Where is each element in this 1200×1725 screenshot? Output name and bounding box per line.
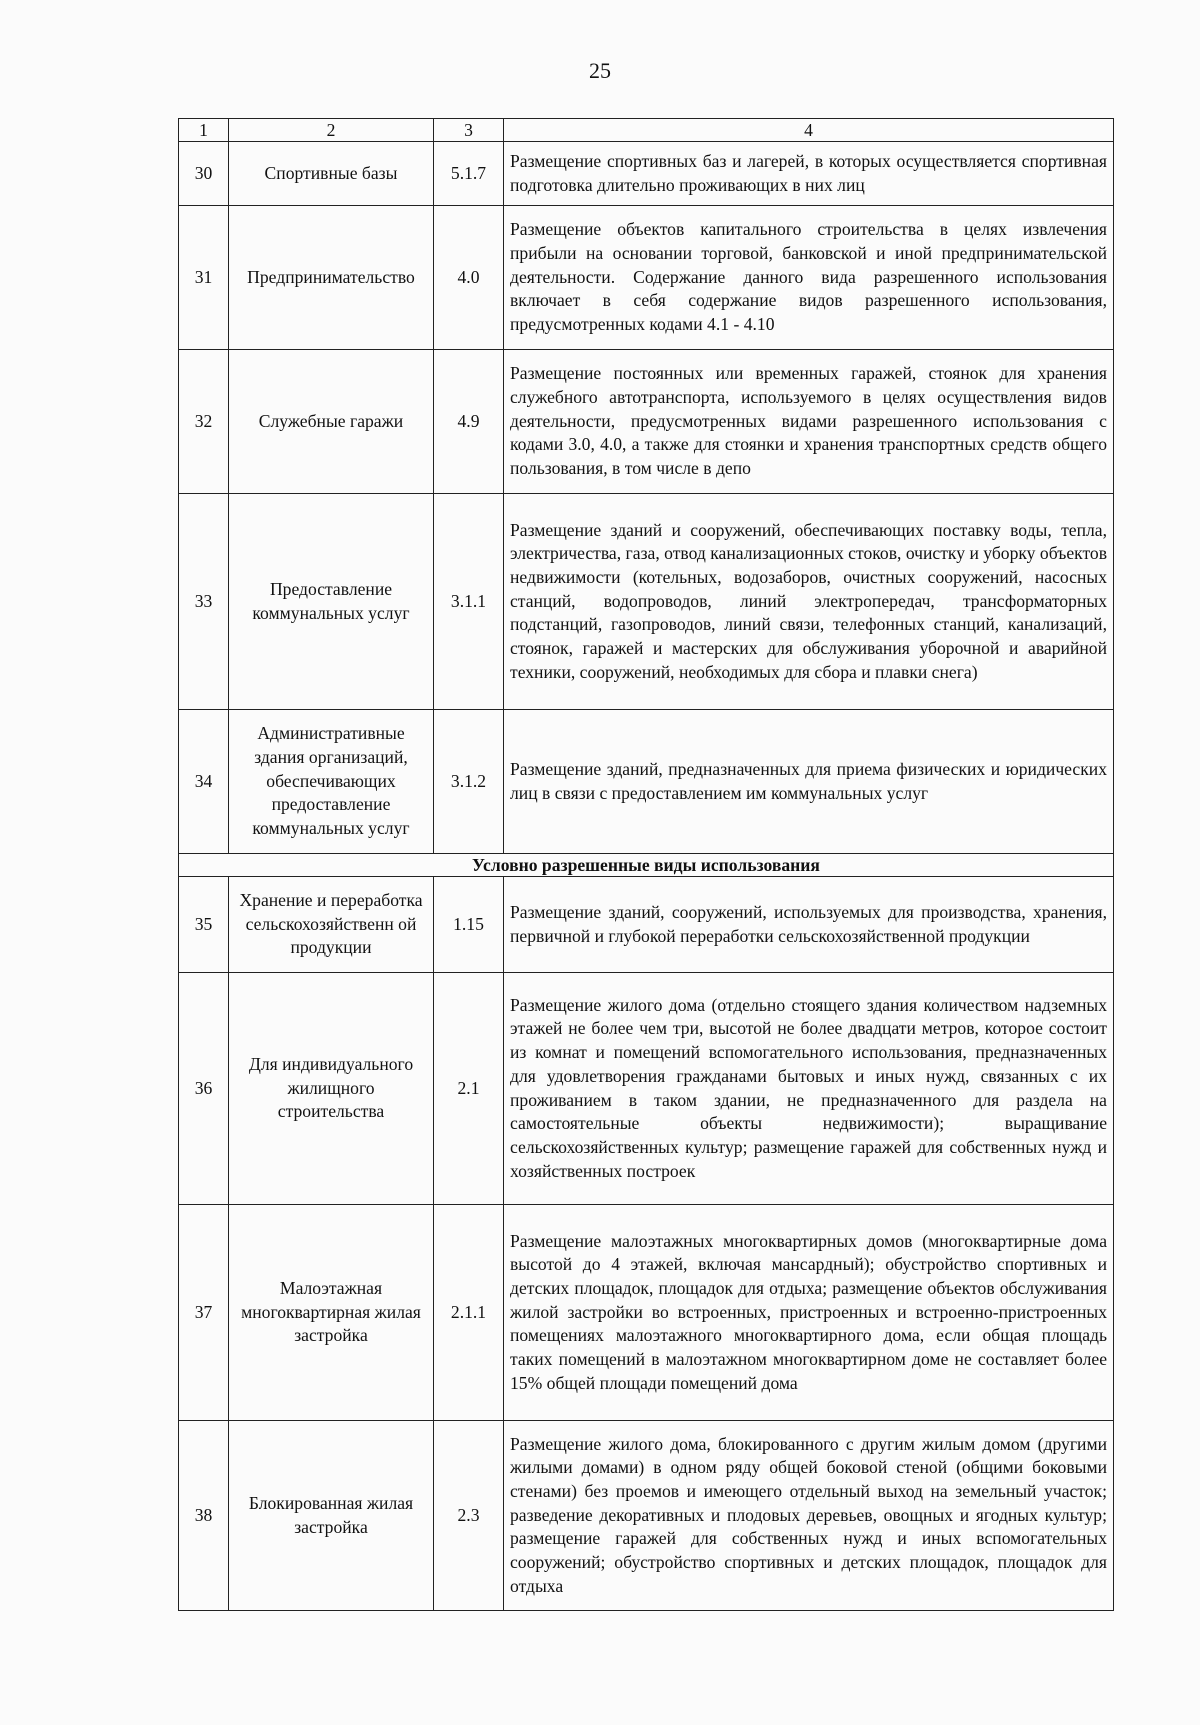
use-type-name: Служебные гаражи bbox=[229, 350, 434, 494]
use-type-description: Размещение жилого дома (отдельно стоящего здания количеством надземных этажей не более чем три, высотой не более двадцати метров, которое состоит из комнат и помещений вспомогательного использования, предназначенных для удовлетворения гражданами бытовых и иных нужд, связанных с их проживанием в таком здании, не предназначенного для раздела на самостоятельные объекты недвижимости); выращивание сельскохозяйственных культур; размещение гаражей для собственных нужд и хозяйственных построек bbox=[504, 973, 1114, 1205]
use-type-description: Размещение малоэтажных многоквартирных домов (многоквартирные дома высотой до 4 этажей, включая мансардный); обустройство спортивных и детских площадок, площадок для отдыха; размещение объектов обслуживания жилой застройки во встроенных, пристроенных и встроенно-пристроенных помещениях малоэтажного многоквартирного дома, если общая площадь таких помещений в малоэтажном многоквартирном доме не составляет более 15% общей площади помещений дома bbox=[504, 1205, 1114, 1421]
use-type-description: Размещение зданий, предназначенных для приема физических и юридических лиц в связи с предоставлением им коммунальных услуг bbox=[504, 710, 1114, 854]
table-row bbox=[179, 710, 1114, 854]
column-header-2: 2 bbox=[229, 119, 434, 142]
row-number: 34 bbox=[179, 710, 229, 854]
section-header-row bbox=[179, 854, 1114, 877]
table-row bbox=[179, 350, 1114, 494]
table-row bbox=[179, 142, 1114, 206]
use-type-code: 2.1.1 bbox=[434, 1205, 504, 1421]
use-type-description: Размещение объектов капитального строительства в целях извлечения прибыли на основании торговой, банковской и иной предпринимательской деятельности. Содержание данного вида разрешенного использования включает в себя содержание видов разрешенного использования, предусмотренных кодами 4.1 - 4.10 bbox=[504, 206, 1114, 350]
use-type-code: 4.0 bbox=[434, 206, 504, 350]
table-row bbox=[179, 1421, 1114, 1611]
use-type-code: 2.1 bbox=[434, 973, 504, 1205]
use-type-description: Размещение спортивных баз и лагерей, в которых осуществляется спортивная подготовка длительно проживающих в них лиц bbox=[504, 142, 1114, 206]
use-type-name: Административные здания организаций, обеспечивающих предоставление коммунальных услуг bbox=[229, 710, 434, 854]
land-use-table bbox=[178, 118, 1114, 1611]
use-type-description: Размещение зданий, сооружений, используемых для производства, хранения, первичной и глубокой переработки сельскохозяйственной продукции bbox=[504, 877, 1114, 973]
use-type-code: 3.1.2 bbox=[434, 710, 504, 854]
table-row bbox=[179, 1205, 1114, 1421]
use-type-description: Размещение жилого дома, блокированного с другим жилым домом (другими жилыми домами) в одном ряду общей боковой стеной (общими боковыми стенами) без проемов и имеющего отдельный выход на земельный участок; разведение декоративных и плодовых деревьев, овощных и ягодных культур; размещение гаражей для собственных нужд и иных вспомогательных сооружений; обустройство спортивных и детских площадок, площадок для отдыха bbox=[504, 1421, 1114, 1611]
row-number: 35 bbox=[179, 877, 229, 973]
use-type-description: Размещение постоянных или временных гаражей, стоянок для хранения служебного автотранспорта, используемого в целях осуществления видов деятельности, предусмотренных видами разрешенного использования с кодами 3.0, 4.0, а также для стоянки и хранения транспортных средств общего пользования, в том числе в депо bbox=[504, 350, 1114, 494]
section-title: Условно разрешенные виды использования bbox=[179, 854, 1114, 877]
use-type-code: 2.3 bbox=[434, 1421, 504, 1611]
use-type-name: Для индивидуального жилищного строительства bbox=[229, 973, 434, 1205]
page-number: 25 bbox=[589, 58, 611, 83]
row-number: 38 bbox=[179, 1421, 229, 1611]
use-type-code: 5.1.7 bbox=[434, 142, 504, 206]
row-number: 31 bbox=[179, 206, 229, 350]
column-header-3: 3 bbox=[434, 119, 504, 142]
use-type-name: Блокированная жилая застройка bbox=[229, 1421, 434, 1611]
table-row bbox=[179, 206, 1114, 350]
use-type-name: Предпринимательство bbox=[229, 206, 434, 350]
row-number: 32 bbox=[179, 350, 229, 494]
table-row bbox=[179, 494, 1114, 710]
row-number: 30 bbox=[179, 142, 229, 206]
row-number: 36 bbox=[179, 973, 229, 1205]
column-header-1: 1 bbox=[179, 119, 229, 142]
table-row bbox=[179, 877, 1114, 973]
use-type-name: Спортивные базы bbox=[229, 142, 434, 206]
use-type-code: 4.9 bbox=[434, 350, 504, 494]
row-number: 37 bbox=[179, 1205, 229, 1421]
use-type-description: Размещение зданий и сооружений, обеспечивающих поставку воды, тепла, электричества, газа, отвод канализационных стоков, очистку и уборку объектов недвижимости (котельных, водозаборов, очистных сооружений, насосных станций, водопроводов, линий электропередач, трансформаторных подстанций, газопроводов, линий связи, телефонных станций, канализаций, стоянок, гаражей и мастерских для обслуживания уборочной и аварийной техники, сооружений, необходимых для сбора и плавки снега) bbox=[504, 494, 1114, 710]
use-type-name: Хранение и переработка сельскохозяйственн ой продукции bbox=[229, 877, 434, 973]
table-row bbox=[179, 973, 1114, 1205]
table-header-row bbox=[179, 119, 1114, 142]
row-number: 33 bbox=[179, 494, 229, 710]
use-type-name: Малоэтажная многоквартирная жилая застройка bbox=[229, 1205, 434, 1421]
column-header-4: 4 bbox=[504, 119, 1114, 142]
use-type-code: 1.15 bbox=[434, 877, 504, 973]
use-type-name: Предоставление коммунальных услуг bbox=[229, 494, 434, 710]
use-type-code: 3.1.1 bbox=[434, 494, 504, 710]
